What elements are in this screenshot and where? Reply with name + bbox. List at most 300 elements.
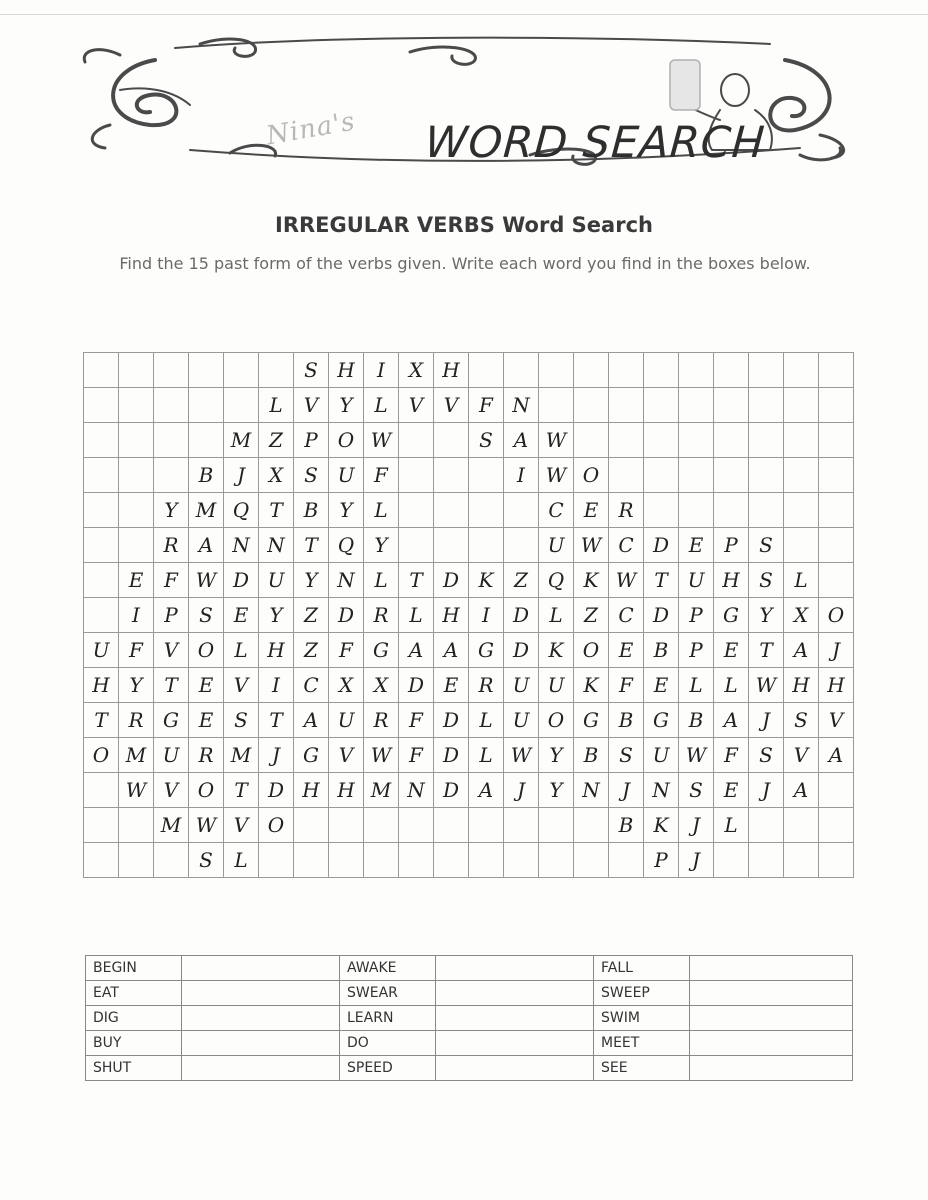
answer-box[interactable]: [436, 1006, 594, 1031]
grid-cell[interactable]: [399, 493, 434, 528]
grid-cell[interactable]: [294, 843, 329, 878]
grid-cell[interactable]: [399, 458, 434, 493]
grid-cell[interactable]: A: [434, 633, 469, 668]
grid-cell[interactable]: N: [504, 388, 539, 423]
grid-cell[interactable]: T: [154, 668, 189, 703]
grid-cell[interactable]: K: [574, 563, 609, 598]
grid-cell[interactable]: Z: [259, 423, 294, 458]
grid-cell[interactable]: N: [259, 528, 294, 563]
grid-cell[interactable]: [819, 388, 854, 423]
grid-cell[interactable]: [504, 353, 539, 388]
grid-cell[interactable]: W: [189, 808, 224, 843]
grid-cell[interactable]: [469, 843, 504, 878]
grid-cell[interactable]: [329, 808, 364, 843]
grid-cell[interactable]: [609, 423, 644, 458]
grid-cell[interactable]: M: [119, 738, 154, 773]
grid-cell[interactable]: K: [539, 633, 574, 668]
grid-cell[interactable]: [714, 423, 749, 458]
grid-cell[interactable]: J: [609, 773, 644, 808]
grid-cell[interactable]: A: [784, 773, 819, 808]
grid-cell[interactable]: [679, 353, 714, 388]
grid-cell[interactable]: [259, 353, 294, 388]
grid-cell[interactable]: T: [84, 703, 119, 738]
grid-cell[interactable]: A: [189, 528, 224, 563]
grid-cell[interactable]: A: [504, 423, 539, 458]
grid-cell[interactable]: W: [189, 563, 224, 598]
grid-cell[interactable]: [749, 353, 784, 388]
grid-cell[interactable]: H: [819, 668, 854, 703]
grid-cell[interactable]: W: [574, 528, 609, 563]
grid-cell[interactable]: G: [714, 598, 749, 633]
grid-cell[interactable]: T: [399, 563, 434, 598]
grid-cell[interactable]: O: [259, 808, 294, 843]
grid-cell[interactable]: [819, 843, 854, 878]
grid-cell[interactable]: X: [329, 668, 364, 703]
grid-cell[interactable]: I: [364, 353, 399, 388]
grid-cell[interactable]: [84, 563, 119, 598]
answer-box[interactable]: [182, 1031, 340, 1056]
grid-cell[interactable]: S: [469, 423, 504, 458]
grid-cell[interactable]: [819, 353, 854, 388]
answer-box[interactable]: [690, 956, 853, 981]
grid-cell[interactable]: Y: [119, 668, 154, 703]
grid-cell[interactable]: [119, 808, 154, 843]
grid-cell[interactable]: [84, 493, 119, 528]
grid-cell[interactable]: [539, 808, 574, 843]
grid-cell[interactable]: [399, 808, 434, 843]
grid-cell[interactable]: U: [679, 563, 714, 598]
grid-cell[interactable]: H: [329, 353, 364, 388]
grid-cell[interactable]: B: [609, 703, 644, 738]
grid-cell[interactable]: F: [399, 703, 434, 738]
grid-cell[interactable]: [119, 423, 154, 458]
grid-cell[interactable]: [399, 423, 434, 458]
grid-cell[interactable]: S: [749, 738, 784, 773]
answer-box[interactable]: [690, 1056, 853, 1081]
grid-cell[interactable]: R: [469, 668, 504, 703]
grid-cell[interactable]: E: [189, 668, 224, 703]
grid-cell[interactable]: X: [399, 353, 434, 388]
grid-cell[interactable]: S: [749, 528, 784, 563]
grid-cell[interactable]: [504, 843, 539, 878]
grid-cell[interactable]: L: [679, 668, 714, 703]
grid-cell[interactable]: [84, 843, 119, 878]
grid-cell[interactable]: P: [679, 633, 714, 668]
grid-cell[interactable]: D: [434, 738, 469, 773]
grid-cell[interactable]: Z: [574, 598, 609, 633]
grid-cell[interactable]: U: [504, 668, 539, 703]
answer-box[interactable]: [182, 1006, 340, 1031]
answer-box[interactable]: [436, 981, 594, 1006]
answer-box[interactable]: [690, 1006, 853, 1031]
grid-cell[interactable]: Y: [539, 773, 574, 808]
grid-cell[interactable]: B: [294, 493, 329, 528]
grid-cell[interactable]: [679, 388, 714, 423]
grid-cell[interactable]: E: [434, 668, 469, 703]
grid-cell[interactable]: G: [644, 703, 679, 738]
grid-cell[interactable]: [609, 843, 644, 878]
grid-cell[interactable]: H: [329, 773, 364, 808]
grid-cell[interactable]: O: [84, 738, 119, 773]
answer-box[interactable]: [436, 1056, 594, 1081]
grid-cell[interactable]: I: [119, 598, 154, 633]
grid-cell[interactable]: [119, 353, 154, 388]
grid-cell[interactable]: H: [434, 353, 469, 388]
grid-cell[interactable]: V: [819, 703, 854, 738]
grid-cell[interactable]: R: [119, 703, 154, 738]
grid-cell[interactable]: L: [469, 738, 504, 773]
grid-cell[interactable]: [154, 458, 189, 493]
grid-cell[interactable]: W: [504, 738, 539, 773]
grid-cell[interactable]: [679, 493, 714, 528]
grid-cell[interactable]: O: [539, 703, 574, 738]
grid-cell[interactable]: U: [539, 668, 574, 703]
grid-cell[interactable]: [504, 493, 539, 528]
grid-cell[interactable]: Y: [749, 598, 784, 633]
grid-cell[interactable]: T: [259, 703, 294, 738]
grid-cell[interactable]: [434, 423, 469, 458]
grid-cell[interactable]: [399, 528, 434, 563]
grid-cell[interactable]: [784, 423, 819, 458]
grid-cell[interactable]: S: [224, 703, 259, 738]
grid-cell[interactable]: D: [504, 598, 539, 633]
grid-cell[interactable]: K: [469, 563, 504, 598]
grid-cell[interactable]: W: [364, 423, 399, 458]
grid-cell[interactable]: [434, 458, 469, 493]
grid-cell[interactable]: N: [329, 563, 364, 598]
grid-cell[interactable]: [189, 423, 224, 458]
grid-cell[interactable]: P: [714, 528, 749, 563]
grid-cell[interactable]: [644, 423, 679, 458]
grid-cell[interactable]: V: [294, 388, 329, 423]
grid-cell[interactable]: [84, 423, 119, 458]
grid-cell[interactable]: Y: [259, 598, 294, 633]
grid-cell[interactable]: [749, 423, 784, 458]
grid-cell[interactable]: L: [784, 563, 819, 598]
grid-cell[interactable]: L: [714, 668, 749, 703]
grid-cell[interactable]: [644, 458, 679, 493]
grid-cell[interactable]: V: [224, 668, 259, 703]
grid-cell[interactable]: [574, 423, 609, 458]
grid-cell[interactable]: G: [469, 633, 504, 668]
grid-cell[interactable]: [84, 598, 119, 633]
grid-cell[interactable]: [714, 353, 749, 388]
grid-cell[interactable]: W: [119, 773, 154, 808]
grid-cell[interactable]: R: [364, 703, 399, 738]
grid-cell[interactable]: A: [784, 633, 819, 668]
grid-cell[interactable]: R: [364, 598, 399, 633]
grid-cell[interactable]: F: [119, 633, 154, 668]
grid-cell[interactable]: O: [189, 773, 224, 808]
grid-cell[interactable]: A: [819, 738, 854, 773]
answer-box[interactable]: [436, 956, 594, 981]
grid-cell[interactable]: Z: [504, 563, 539, 598]
grid-cell[interactable]: D: [434, 563, 469, 598]
grid-cell[interactable]: [119, 458, 154, 493]
grid-cell[interactable]: [469, 353, 504, 388]
grid-cell[interactable]: Y: [539, 738, 574, 773]
grid-cell[interactable]: [434, 843, 469, 878]
grid-cell[interactable]: J: [679, 808, 714, 843]
grid-cell[interactable]: M: [224, 423, 259, 458]
grid-cell[interactable]: O: [329, 423, 364, 458]
answer-box[interactable]: [690, 981, 853, 1006]
grid-cell[interactable]: H: [784, 668, 819, 703]
grid-cell[interactable]: E: [679, 528, 714, 563]
grid-cell[interactable]: U: [154, 738, 189, 773]
grid-cell[interactable]: V: [784, 738, 819, 773]
grid-cell[interactable]: [714, 493, 749, 528]
grid-cell[interactable]: O: [574, 458, 609, 493]
grid-cell[interactable]: [504, 528, 539, 563]
grid-cell[interactable]: D: [434, 773, 469, 808]
grid-cell[interactable]: F: [364, 458, 399, 493]
grid-cell[interactable]: G: [154, 703, 189, 738]
grid-cell[interactable]: [714, 843, 749, 878]
grid-cell[interactable]: T: [294, 528, 329, 563]
grid-cell[interactable]: B: [679, 703, 714, 738]
grid-cell[interactable]: A: [294, 703, 329, 738]
grid-cell[interactable]: [189, 388, 224, 423]
grid-cell[interactable]: G: [364, 633, 399, 668]
grid-cell[interactable]: [784, 353, 819, 388]
grid-cell[interactable]: W: [539, 458, 574, 493]
grid-cell[interactable]: D: [259, 773, 294, 808]
grid-cell[interactable]: [189, 353, 224, 388]
answer-box[interactable]: [182, 956, 340, 981]
grid-cell[interactable]: N: [399, 773, 434, 808]
grid-cell[interactable]: V: [434, 388, 469, 423]
grid-cell[interactable]: H: [84, 668, 119, 703]
grid-cell[interactable]: F: [469, 388, 504, 423]
grid-cell[interactable]: S: [189, 843, 224, 878]
grid-cell[interactable]: [749, 388, 784, 423]
grid-cell[interactable]: U: [329, 458, 364, 493]
grid-cell[interactable]: [784, 808, 819, 843]
grid-cell[interactable]: E: [224, 598, 259, 633]
grid-cell[interactable]: U: [259, 563, 294, 598]
grid-cell[interactable]: E: [644, 668, 679, 703]
grid-cell[interactable]: U: [539, 528, 574, 563]
grid-cell[interactable]: X: [784, 598, 819, 633]
grid-cell[interactable]: [749, 493, 784, 528]
grid-cell[interactable]: V: [329, 738, 364, 773]
grid-cell[interactable]: [364, 843, 399, 878]
grid-cell[interactable]: [539, 353, 574, 388]
grid-cell[interactable]: [434, 528, 469, 563]
grid-cell[interactable]: S: [784, 703, 819, 738]
grid-cell[interactable]: [819, 773, 854, 808]
grid-cell[interactable]: [679, 458, 714, 493]
grid-cell[interactable]: [224, 388, 259, 423]
grid-cell[interactable]: T: [259, 493, 294, 528]
grid-cell[interactable]: [329, 843, 364, 878]
grid-cell[interactable]: L: [469, 703, 504, 738]
grid-cell[interactable]: [784, 458, 819, 493]
grid-cell[interactable]: N: [644, 773, 679, 808]
grid-cell[interactable]: Z: [294, 598, 329, 633]
grid-cell[interactable]: Z: [294, 633, 329, 668]
grid-cell[interactable]: [784, 528, 819, 563]
grid-cell[interactable]: [784, 388, 819, 423]
grid-cell[interactable]: L: [224, 633, 259, 668]
grid-cell[interactable]: W: [609, 563, 644, 598]
grid-cell[interactable]: [84, 773, 119, 808]
grid-cell[interactable]: [469, 493, 504, 528]
grid-cell[interactable]: U: [329, 703, 364, 738]
grid-cell[interactable]: [539, 843, 574, 878]
answer-box[interactable]: [690, 1031, 853, 1056]
grid-cell[interactable]: D: [399, 668, 434, 703]
grid-cell[interactable]: B: [189, 458, 224, 493]
grid-cell[interactable]: Q: [224, 493, 259, 528]
grid-cell[interactable]: [259, 843, 294, 878]
grid-cell[interactable]: [644, 353, 679, 388]
grid-cell[interactable]: W: [679, 738, 714, 773]
grid-cell[interactable]: [819, 528, 854, 563]
grid-cell[interactable]: Y: [329, 493, 364, 528]
grid-cell[interactable]: [154, 388, 189, 423]
grid-cell[interactable]: K: [574, 668, 609, 703]
grid-cell[interactable]: [749, 843, 784, 878]
grid-cell[interactable]: X: [259, 458, 294, 493]
grid-cell[interactable]: [539, 388, 574, 423]
grid-cell[interactable]: Y: [294, 563, 329, 598]
grid-cell[interactable]: W: [539, 423, 574, 458]
grid-cell[interactable]: H: [434, 598, 469, 633]
grid-cell[interactable]: Y: [364, 528, 399, 563]
grid-cell[interactable]: G: [294, 738, 329, 773]
grid-cell[interactable]: W: [364, 738, 399, 773]
grid-cell[interactable]: L: [364, 388, 399, 423]
grid-cell[interactable]: B: [644, 633, 679, 668]
grid-cell[interactable]: M: [364, 773, 399, 808]
grid-cell[interactable]: N: [574, 773, 609, 808]
grid-cell[interactable]: I: [504, 458, 539, 493]
grid-cell[interactable]: E: [574, 493, 609, 528]
grid-cell[interactable]: [504, 808, 539, 843]
grid-cell[interactable]: W: [749, 668, 784, 703]
grid-cell[interactable]: [609, 458, 644, 493]
grid-cell[interactable]: [574, 353, 609, 388]
grid-cell[interactable]: [84, 388, 119, 423]
grid-cell[interactable]: S: [679, 773, 714, 808]
grid-cell[interactable]: [609, 388, 644, 423]
grid-cell[interactable]: J: [224, 458, 259, 493]
grid-cell[interactable]: D: [224, 563, 259, 598]
grid-cell[interactable]: V: [154, 773, 189, 808]
grid-cell[interactable]: C: [539, 493, 574, 528]
grid-cell[interactable]: [154, 423, 189, 458]
grid-cell[interactable]: [819, 563, 854, 598]
grid-cell[interactable]: [434, 808, 469, 843]
grid-cell[interactable]: P: [154, 598, 189, 633]
grid-cell[interactable]: I: [259, 668, 294, 703]
grid-cell[interactable]: P: [679, 598, 714, 633]
grid-cell[interactable]: F: [609, 668, 644, 703]
grid-cell[interactable]: N: [224, 528, 259, 563]
grid-cell[interactable]: E: [189, 703, 224, 738]
grid-cell[interactable]: Y: [329, 388, 364, 423]
grid-cell[interactable]: B: [574, 738, 609, 773]
grid-cell[interactable]: J: [259, 738, 294, 773]
grid-cell[interactable]: O: [819, 598, 854, 633]
grid-cell[interactable]: J: [504, 773, 539, 808]
answer-box[interactable]: [436, 1031, 594, 1056]
grid-cell[interactable]: D: [644, 528, 679, 563]
grid-cell[interactable]: L: [399, 598, 434, 633]
grid-cell[interactable]: F: [154, 563, 189, 598]
grid-cell[interactable]: [364, 808, 399, 843]
grid-cell[interactable]: M: [154, 808, 189, 843]
grid-cell[interactable]: [574, 388, 609, 423]
grid-cell[interactable]: S: [749, 563, 784, 598]
grid-cell[interactable]: M: [189, 493, 224, 528]
grid-cell[interactable]: C: [609, 598, 644, 633]
grid-cell[interactable]: L: [224, 843, 259, 878]
grid-cell[interactable]: T: [224, 773, 259, 808]
grid-cell[interactable]: V: [154, 633, 189, 668]
grid-cell[interactable]: L: [539, 598, 574, 633]
grid-cell[interactable]: A: [469, 773, 504, 808]
grid-cell[interactable]: V: [399, 388, 434, 423]
grid-cell[interactable]: P: [294, 423, 329, 458]
grid-cell[interactable]: [784, 493, 819, 528]
grid-cell[interactable]: T: [749, 633, 784, 668]
grid-cell[interactable]: G: [574, 703, 609, 738]
grid-cell[interactable]: R: [609, 493, 644, 528]
grid-cell[interactable]: S: [294, 458, 329, 493]
grid-cell[interactable]: J: [749, 703, 784, 738]
grid-cell[interactable]: F: [329, 633, 364, 668]
grid-cell[interactable]: U: [644, 738, 679, 773]
grid-cell[interactable]: [469, 458, 504, 493]
grid-cell[interactable]: [154, 843, 189, 878]
grid-cell[interactable]: A: [399, 633, 434, 668]
answer-box[interactable]: [182, 981, 340, 1006]
grid-cell[interactable]: D: [644, 598, 679, 633]
answer-box[interactable]: [182, 1056, 340, 1081]
grid-cell[interactable]: H: [294, 773, 329, 808]
grid-cell[interactable]: J: [819, 633, 854, 668]
grid-cell[interactable]: [749, 458, 784, 493]
grid-cell[interactable]: [434, 493, 469, 528]
grid-cell[interactable]: [714, 458, 749, 493]
grid-cell[interactable]: E: [609, 633, 644, 668]
grid-cell[interactable]: J: [749, 773, 784, 808]
grid-cell[interactable]: [609, 353, 644, 388]
grid-cell[interactable]: P: [644, 843, 679, 878]
grid-cell[interactable]: C: [294, 668, 329, 703]
grid-cell[interactable]: L: [714, 808, 749, 843]
grid-cell[interactable]: U: [504, 703, 539, 738]
grid-cell[interactable]: [749, 808, 784, 843]
grid-cell[interactable]: T: [644, 563, 679, 598]
grid-cell[interactable]: [119, 493, 154, 528]
grid-cell[interactable]: [119, 528, 154, 563]
grid-cell[interactable]: S: [189, 598, 224, 633]
grid-cell[interactable]: D: [329, 598, 364, 633]
grid-cell[interactable]: A: [714, 703, 749, 738]
grid-cell[interactable]: X: [364, 668, 399, 703]
grid-cell[interactable]: J: [679, 843, 714, 878]
grid-cell[interactable]: E: [714, 773, 749, 808]
grid-cell[interactable]: [819, 493, 854, 528]
grid-cell[interactable]: C: [609, 528, 644, 563]
grid-cell[interactable]: D: [504, 633, 539, 668]
grid-cell[interactable]: F: [399, 738, 434, 773]
grid-cell[interactable]: Q: [329, 528, 364, 563]
